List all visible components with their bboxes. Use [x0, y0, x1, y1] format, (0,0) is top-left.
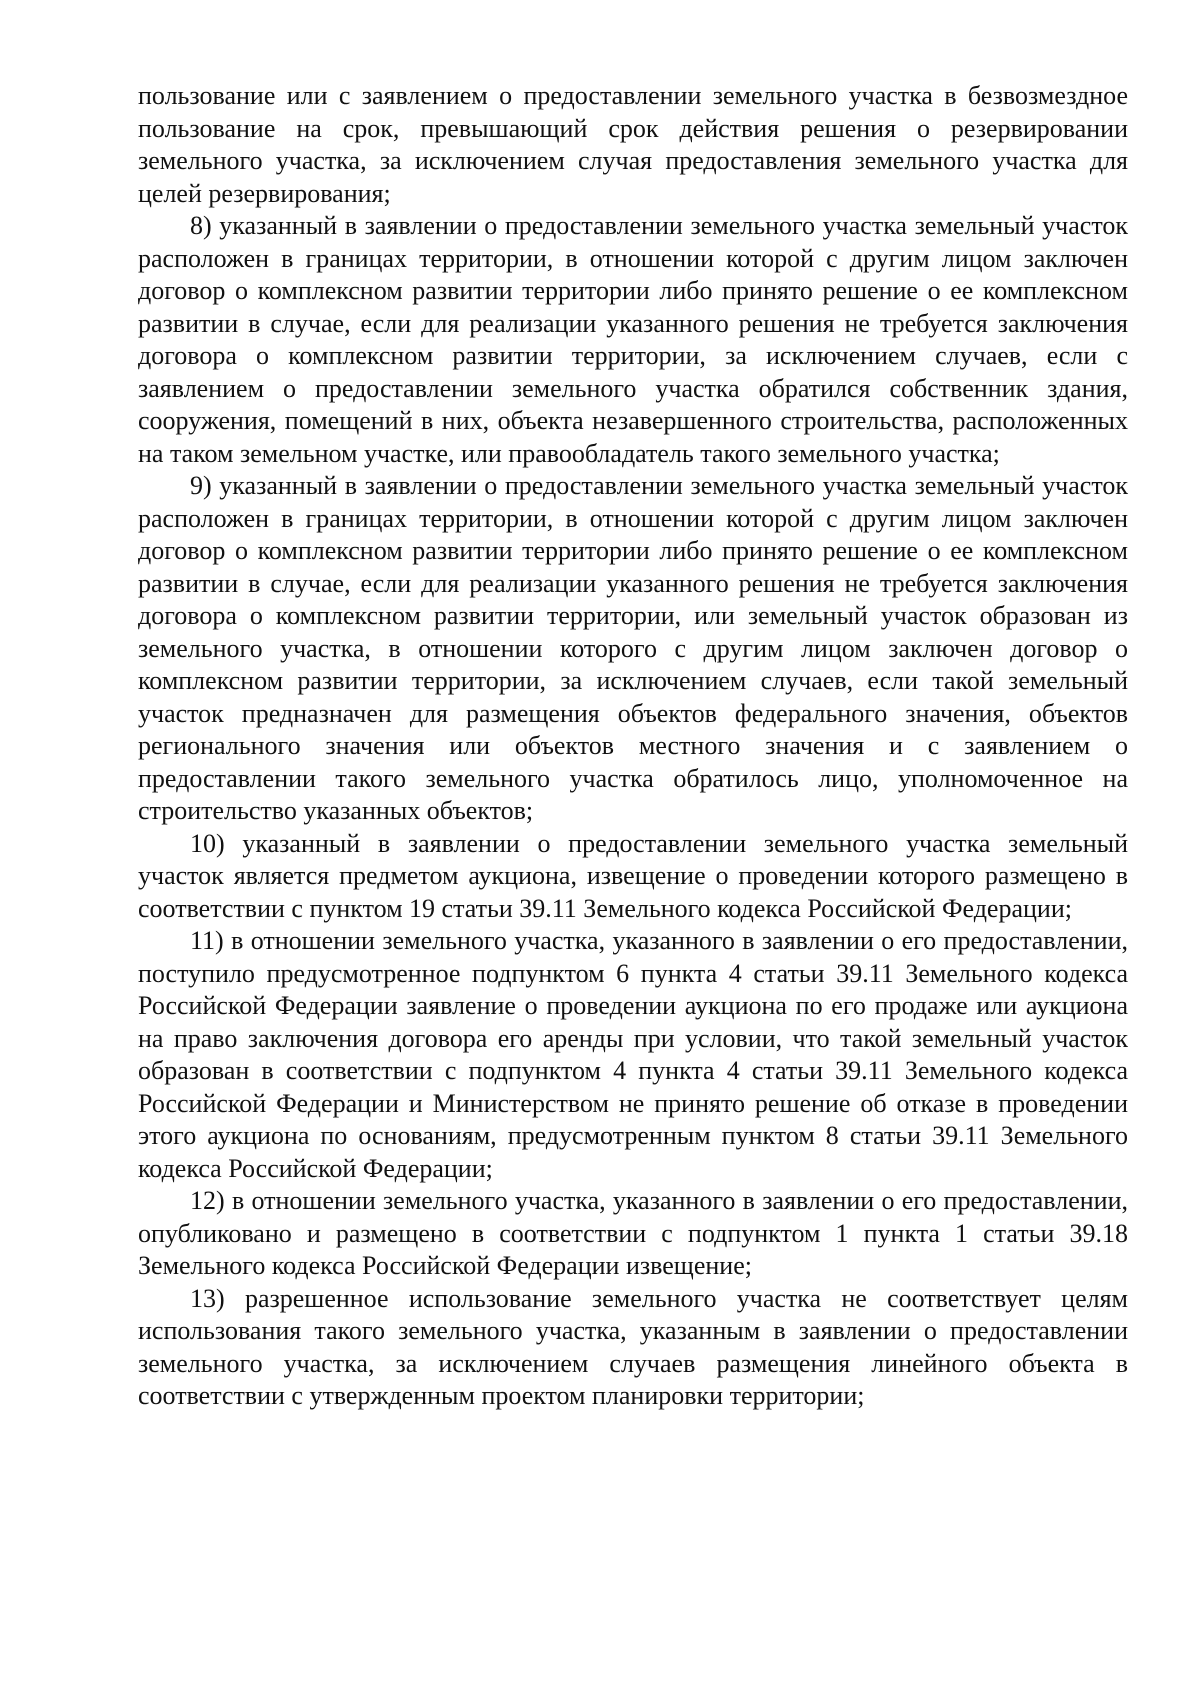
document-page — [138, 80, 1128, 1413]
paragraph-item-8: 8) указанный в заявлении о предоставлении земельного участка земельный участок расположен в границах территории, в отношении которой с другим лицом заключен договор о комплексном развитии территории либо принято решение о ее комплексном развитии в случае, если для реализации указанного решения не требуется заключения договора о комплексном развитии территории, за исключением случаев, если с заявлением о предоставлении земельного участка обратился собственник здания, сооружения, помещений в них, объекта незавершенного строительства, расположенных на таком земельном участке, или правообладатель такого земельного участка; — [138, 211, 1128, 468]
paragraph-item-9: 9) указанный в заявлении о предоставлении земельного участка земельный участок расположен в границах территории, в отношении которой с другим лицом заключен договор о комплексном развитии территории либо принято решение о ее комплексном развитии в случае, если для реализации указанного решения не требуется заключения договора о комплексном развитии территории, или земельный участок образован из земельного участка, в отношении которого с другим лицом заключен договор о комплексном развитии территории, за исключением случаев, если такой земельный участок предназначен для размещения объектов федерального значения, объектов регионального значения или объектов местного значения и с заявлением о предоставлении такого земельного участка обратилось лицо, уполномоченное на строительство указанных объектов; — [138, 471, 1128, 825]
paragraph-item-10: 10) указанный в заявлении о предоставлении земельного участка земельный участок является предметом аукциона, извещение о проведении которого размещено в соответствии с пунктом 19 статьи 39.11 Земельного кодекса Российской Федерации; — [138, 828, 1128, 923]
paragraph-item-11: 11) в отношении земельного участка, указанного в заявлении о его предоставлении, поступило предусмотренное подпунктом 6 пункта 4 статьи 39.11 Земельного кодекса Российской Федерации заявление о проведении аукциона по его продаже или аукциона на право заключения договора его аренды при условии, что такой земельный участок образован в соответствии с подпунктом 4 пункта 4 статьи 39.11 Земельного кодекса Российской Федерации и Министерством не принято решение об отказе в проведении этого аукциона по основаниям, предусмотренным пунктом 8 статьи 39.11 Земельного кодекса Российской Федерации; — [138, 926, 1128, 1183]
paragraph-item-13: 13) разрешенное использование земельного участка не соответствует целям использования такого земельного участка, указанным в заявлении о предоставлении земельного участка, за исключением случаев размещения линейного объекта в соответствии с утвержденным проектом планировки территории; — [138, 1283, 1128, 1410]
paragraph-item-12: 12) в отношении земельного участка, указанного в заявлении о его предоставлении, опубликовано и размещено в соответствии с подпунктом 1 пункта 1 статьи 39.18 Земельного кодекса Российской Федерации извещение; — [138, 1186, 1128, 1280]
paragraph-continuation: пользование или с заявлением о предоставлении земельного участка в безвозмездное пользование на срок, превышающий срок действия решения о резервировании земельного участка, за исключением случая предоставления земельного участка для целей резервирования; — [138, 81, 1128, 208]
